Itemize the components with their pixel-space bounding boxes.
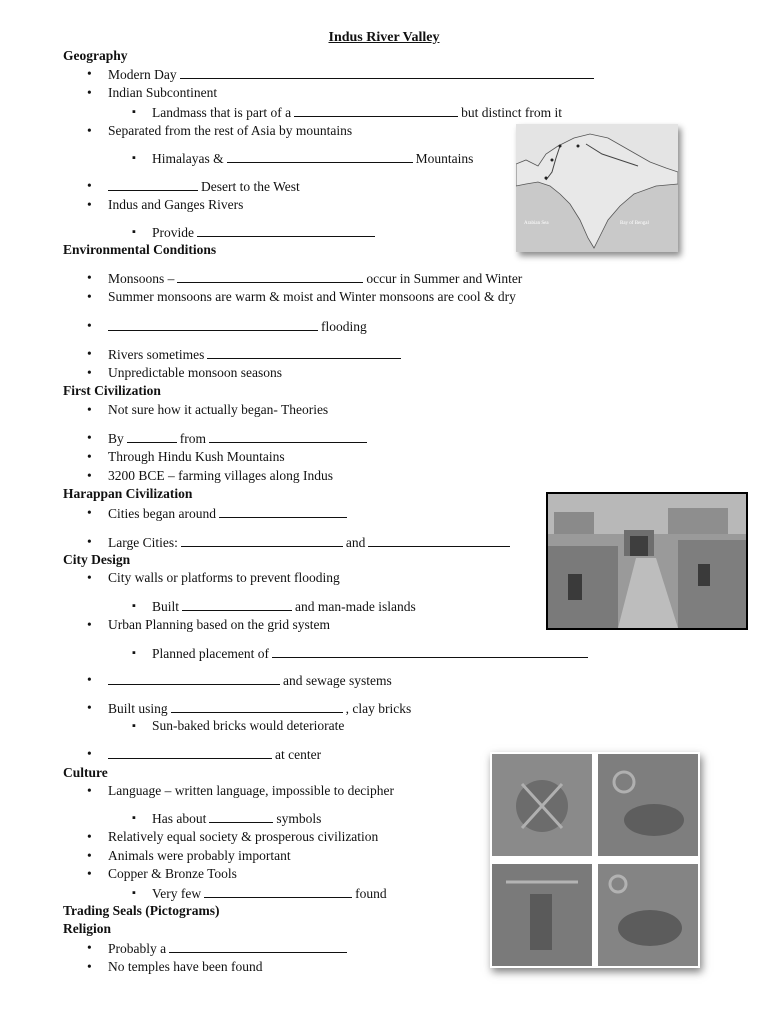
fill-blank[interactable] <box>108 318 318 331</box>
list-item: • Animals were probably important <box>108 848 291 864</box>
list-item: • By from <box>108 430 370 447</box>
list-item: • No temples have been found <box>108 959 262 975</box>
list-item: ▪ Planned placement of <box>152 645 591 662</box>
list-item: • Unpredictable monsoon seasons <box>108 365 282 381</box>
list-item: ▪ Provide <box>152 224 378 241</box>
fill-blank[interactable] <box>204 885 352 898</box>
fill-blank[interactable] <box>219 505 347 518</box>
seal-tile <box>492 864 592 966</box>
list-item: • Summer monsoons are warm & moist and Winter monsoons are cool & dry <box>108 289 516 305</box>
list-item: • 3200 BCE – farming villages along Indus <box>108 468 333 484</box>
list-item: • Language – written language, impossible to decipher <box>108 783 394 799</box>
india-map-image <box>516 124 678 252</box>
seal-icon <box>492 864 592 966</box>
list-item: • Through Hindu Kush Mountains <box>108 449 285 465</box>
fill-blank[interactable] <box>169 940 347 953</box>
list-item: • Monsoons – occur in Summer and Winter <box>108 270 522 287</box>
fill-blank[interactable] <box>209 430 367 443</box>
list-item: • City walls or platforms to prevent flooding <box>108 570 340 586</box>
fill-blank[interactable] <box>197 224 375 237</box>
seal-icon <box>492 754 592 856</box>
seal-tile <box>598 864 698 966</box>
fill-blank[interactable] <box>181 534 343 547</box>
section-heading-harappan: Harappan Civilization <box>63 486 193 501</box>
fill-blank[interactable] <box>180 66 594 79</box>
list-item: ▪ Himalayas & Mountains <box>152 150 473 167</box>
list-item: • flooding <box>108 318 367 335</box>
list-item: • Probably a <box>108 940 350 957</box>
fill-blank[interactable] <box>294 104 458 117</box>
map-label-bay-of-bengal: Bay of Bengal <box>620 221 649 226</box>
list-item: ▪ Has about symbols <box>152 810 321 827</box>
list-item: • Relatively equal society & prosperous civilization <box>108 829 378 845</box>
seal-icon <box>598 864 698 966</box>
seal-icon <box>598 754 698 856</box>
fill-blank[interactable] <box>272 645 588 658</box>
list-item: • and sewage systems <box>108 672 392 689</box>
seal-tile <box>492 754 592 856</box>
list-item: ▪ Sun-baked bricks would deteriorate <box>152 718 344 734</box>
list-item: • Modern Day <box>108 66 597 83</box>
fill-blank[interactable] <box>177 270 363 283</box>
section-heading-trading-seals: Trading Seals (Pictograms) <box>63 903 220 918</box>
fill-blank[interactable] <box>171 700 343 713</box>
list-item: ▪ Built and man-made islands <box>152 598 416 615</box>
section-heading-first-civilization: First Civilization <box>63 383 161 398</box>
fill-blank[interactable] <box>207 346 401 359</box>
india-map-icon <box>516 124 678 252</box>
list-item: • Cities began around <box>108 505 350 522</box>
fill-blank[interactable] <box>108 672 280 685</box>
fill-blank[interactable] <box>368 534 510 547</box>
fill-blank[interactable] <box>108 746 272 759</box>
list-item: • Copper & Bronze Tools <box>108 866 237 882</box>
list-item: • Indus and Ganges Rivers <box>108 197 243 213</box>
list-item: ▪ Very few found <box>152 885 387 902</box>
list-item: • at center <box>108 746 321 763</box>
fill-blank[interactable] <box>108 178 198 191</box>
section-heading-city-design: City Design <box>63 552 131 567</box>
trading-seals-image <box>490 752 700 968</box>
page-title: Indus River Valley <box>328 30 440 45</box>
list-item: • Not sure how it actually began- Theories <box>108 402 328 418</box>
section-heading-religion: Religion <box>63 921 112 936</box>
list-item: • Separated from the rest of Asia by mountains <box>108 123 352 139</box>
fill-blank[interactable] <box>209 810 273 823</box>
section-heading-environment: Environmental Conditions <box>63 242 217 257</box>
fill-blank[interactable] <box>127 430 177 443</box>
list-item: • Indian Subcontinent <box>108 85 217 101</box>
list-item: • Built using , clay bricks <box>108 700 411 717</box>
fill-blank[interactable] <box>182 598 292 611</box>
harappan-city-illustration <box>546 492 748 630</box>
list-item: • Desert to the West <box>108 178 300 195</box>
list-item: • Large Cities: and <box>108 534 513 551</box>
list-item: • Urban Planning based on the grid system <box>108 617 330 633</box>
seal-tile <box>598 754 698 856</box>
map-label-arabian-sea: Arabian Sea <box>524 221 549 226</box>
section-heading-geography: Geography <box>63 48 128 63</box>
city-illustration-icon <box>548 494 746 628</box>
section-heading-culture: Culture <box>63 765 108 780</box>
fill-blank[interactable] <box>227 150 413 163</box>
list-item: • Rivers sometimes <box>108 346 404 363</box>
list-item: ▪ Landmass that is part of a but distinct from it <box>152 104 562 121</box>
